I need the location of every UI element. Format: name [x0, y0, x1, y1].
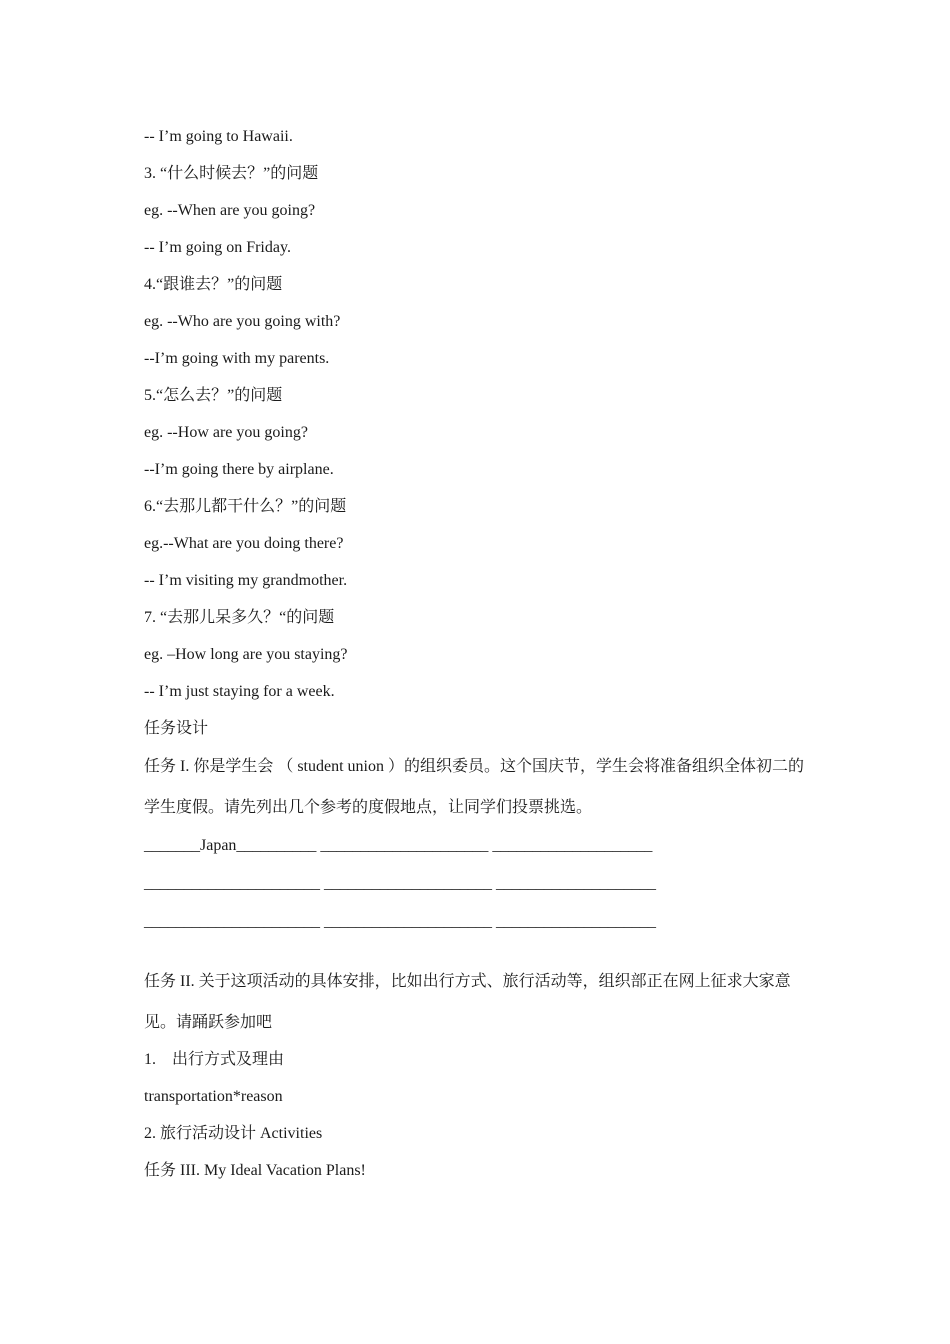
- dialog-line: -- I’m just staying for a week.: [144, 683, 335, 700]
- question-heading: 7. “去那儿呆多久？“的问题: [144, 609, 335, 626]
- dialog-line: eg. –How long are you staying?: [144, 646, 348, 663]
- dialog-line: -- I’m visiting my grandmother.: [144, 572, 348, 589]
- dialog-line: -- I’m going to Hawaii.: [144, 128, 293, 145]
- question-heading: 4.“跟谁去？”的问题: [144, 276, 283, 293]
- question-heading: 5.“怎么去？”的问题: [144, 387, 283, 404]
- blank-row: _______Japan__________ _____________________ ____________________: [144, 837, 653, 854]
- task-1-paragraph: 任务 I. 你是学生会 （ student union ）的组织委员。这个国庆节，学生会将准备组织全体初二的学生度假。请先列出几个参考的度假地点，让同学们投票挑选。: [144, 758, 804, 816]
- dialog-line: --I’m going there by airplane.: [144, 461, 334, 478]
- section-heading: 任务设计: [144, 720, 209, 737]
- dialog-line: -- I’m going on Friday.: [144, 239, 291, 256]
- question-heading: 6.“去那儿都干什么？”的问题: [144, 498, 347, 515]
- blank-row: ______________________ _____________________ ____________________: [144, 875, 656, 892]
- task-2-item: transportation*reason: [144, 1088, 283, 1105]
- dialog-line: eg. --When are you going?: [144, 202, 316, 219]
- blank-row: ______________________ _____________________ ____________________: [144, 913, 656, 930]
- dialog-line: eg. --Who are you going with?: [144, 313, 341, 330]
- task-2-paragraph: 任务 II. 关于这项活动的具体安排，比如出行方式、旅行活动等，组织部正在网上征求大家意见。请踊跃参加吧: [144, 973, 791, 1031]
- dialog-line: --I’m going with my parents.: [144, 350, 330, 367]
- dialog-line: eg. --How are you going?: [144, 424, 308, 441]
- task-3-heading: 任务 III. My Ideal Vacation Plans!: [144, 1162, 366, 1179]
- dialog-line: eg.--What are you doing there?: [144, 535, 344, 552]
- question-heading: 3. “什么时候去？”的问题: [144, 165, 319, 182]
- task-2-item: 2. 旅行活动设计 Activities: [144, 1125, 323, 1142]
- task-2-item: 1. 出行方式及理由: [144, 1051, 285, 1068]
